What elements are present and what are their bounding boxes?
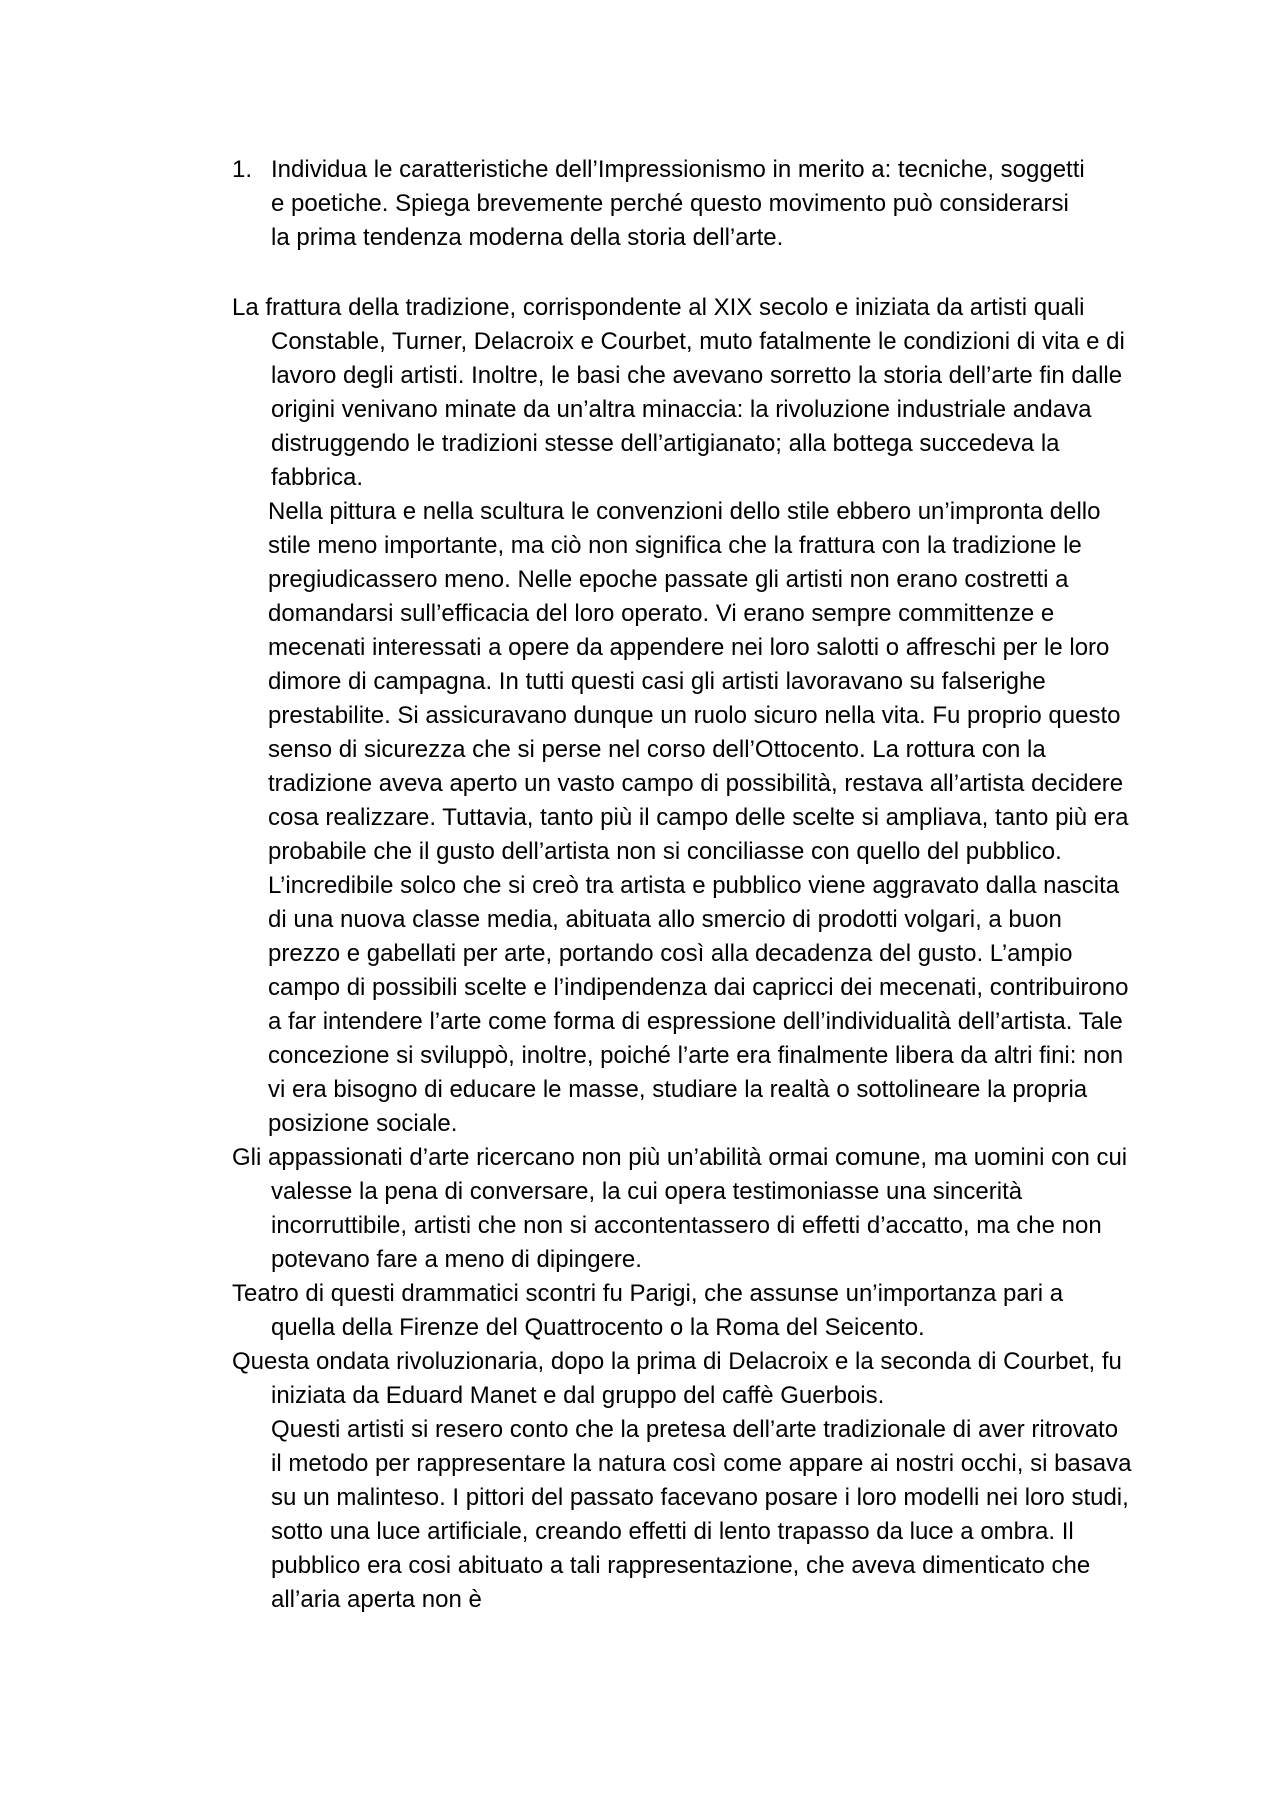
question-item [232,153,1092,255]
question-number: 1. [232,156,253,183]
paragraph-lead: Gli appassionati d’arte ricercano non più un’abilità ormai comune, ma uomini con cui valesse la pena di conversare, la cui opera testimoniasse una sincerità incorruttibile, artisti che non si accontentassero di effetti d’accatto, ma che non potevano fare a meno di dipingere. [232,1144,1128,1273]
answer-body [232,291,1132,1617]
paragraph [232,1277,1132,1345]
paragraph-continuation: Nella pittura e nella scultura le convenzioni dello stile ebbero un’impronta dello stile meno importante, ma ciò non significa che la frattura con la tradizione le pregiudicassero meno. Nelle epoche passate gli artisti non erano costretti a domandarsi sull’efficacia del loro operato. Vi erano sempre committenze e mecenati interessati a opere da appendere nei loro salotti o affreschi per le loro dimore di campagna. In tutti questi casi gli artisti lavoravano su falserighe prestabilite. Si assicuravano dunque un ruolo sicuro nella vita. Fu proprio questo senso di sicurezza che si perse nel corso dell’Ottocento. La rottura con la tradizione aveva aperto un vasto campo di possibilità, restava all’artista decidere cosa realizzare. Tuttavia, tanto più il campo delle scelte si ampliava, tanto più era probabile che il gusto dell’artista non si conciliasse con quello del pubblico. L’incredibile solco che si creò tra artista e pubblico viene aggravato dalla nascita di una nuova classe media, abituata allo smercio di prodotti volgari, a buon prezzo e gabellati per arte, portando così alla decadenza del gusto. L’ampio campo di possibili scelte e l’indipendenza dai capricci dei mecenati, contribuirono a far intendere l’arte come forma di espressione dell’individualità dell’artista. Tale concezione si sviluppò, inoltre, poiché l’arte era finalmente libera da altri fini: non vi era bisogno di educare le masse, studiare la realtà o sottolineare la propria posizione sociale. [268,498,1129,1137]
paragraph-lead: Teatro di questi drammatici scontri fu Parigi, che assunse un’importanza pari a quella della Firenze del Quattrocento o la Roma del Seicento. [232,1280,1064,1341]
paragraph-lead: La frattura della tradizione, corrispondente al XIX secolo e iniziata da artisti quali Constable, Turner, Delacroix e Courbet, muto fatalmente le condizioni di vita e di lavoro degli artisti. Inoltre, le basi che avevano sorretto la storia dell’arte fin dalle origini venivano minate da un’altra minaccia: la rivoluzione industriale andava distruggendo le tradizioni stesse dell’artigianato; alla bottega succedeva la fabbrica. [232,294,1125,491]
paragraph-lead: Questa ondata rivoluzionaria, dopo la prima di Delacroix e la seconda di Courbet, fu iniziata da Eduard Manet e dal gruppo del caffè Guerbois. [232,1348,1122,1409]
paragraph [232,1345,1132,1617]
paragraph [232,291,1132,1141]
paragraph-continuation: Questi artisti si resero conto che la pretesa dell’arte tradizionale di aver ritrovato il metodo per rappresentare la natura così come appare ai nostri occhi, si basava su un malinteso. I pittori del passato facevano posare i loro modelli nei loro studi, sotto una luce artificiale, creando effetti di lento trapasso da luce a ombra. Il pubblico era cosi abituato a tali rappresentazione, che aveva dimenticato che all’aria aperta non è [271,1416,1132,1613]
question-text: Individua le caratteristiche dell’Impressionismo in merito a: tecniche, soggetti e poetiche. Spiega brevemente perché questo movimento può considerarsi la prima tendenza moderna della storia dell’arte. [271,156,1085,251]
paragraph [232,1141,1132,1277]
